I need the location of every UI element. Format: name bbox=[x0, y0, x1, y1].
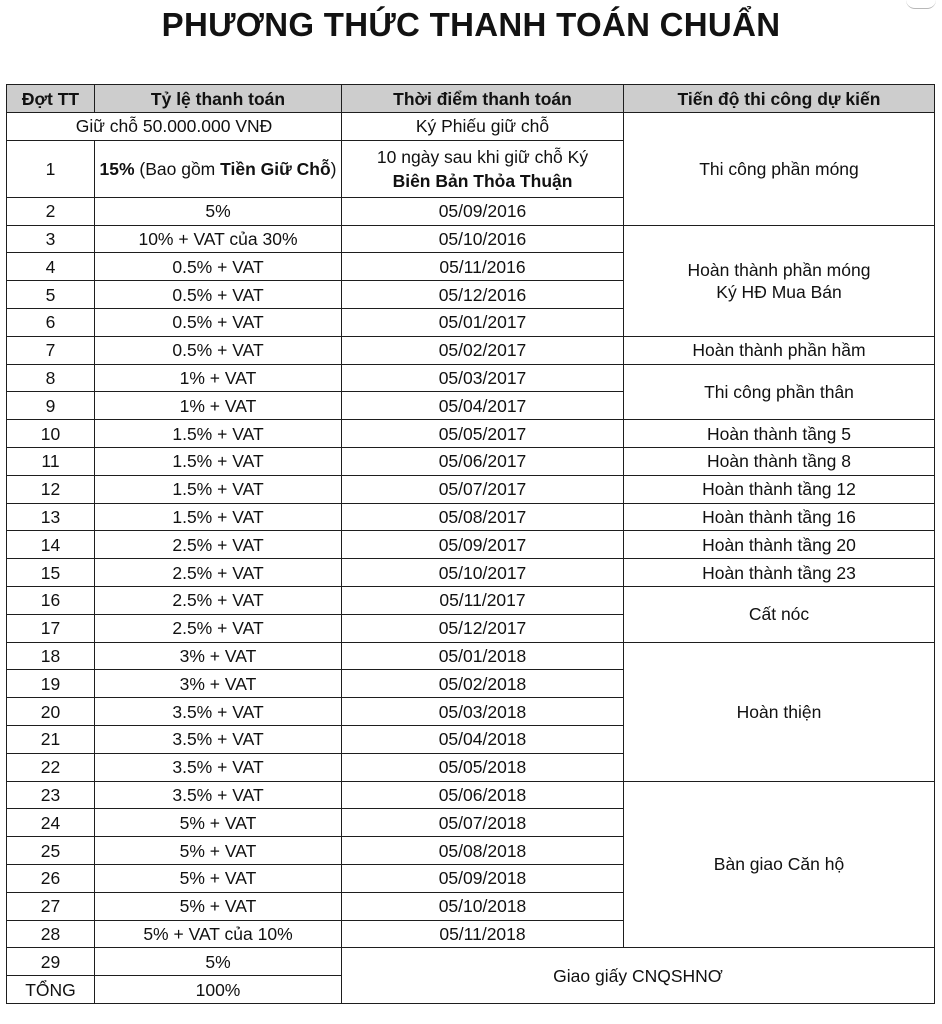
payment-rate bbox=[95, 140, 342, 197]
table-row bbox=[7, 586, 935, 614]
payment-rate: 1% + VAT bbox=[95, 364, 342, 392]
installment-number: 13 bbox=[7, 503, 95, 531]
payment-date: 05/03/2017 bbox=[342, 364, 624, 392]
installment-number: 9 bbox=[7, 392, 95, 420]
payment-date: 05/04/2018 bbox=[342, 725, 624, 753]
payment-date: 05/11/2017 bbox=[342, 586, 624, 614]
stage-floor-12: Hoàn thành tầng 12 bbox=[624, 475, 935, 503]
installment-number: 24 bbox=[7, 809, 95, 837]
table-row bbox=[7, 364, 935, 392]
payment-rate: 10% + VAT của 30% bbox=[95, 225, 342, 253]
installment-number: 16 bbox=[7, 586, 95, 614]
installment-number: 27 bbox=[7, 892, 95, 920]
installment-number: 8 bbox=[7, 364, 95, 392]
payment-date: 05/11/2016 bbox=[342, 253, 624, 281]
installment-number: 18 bbox=[7, 642, 95, 670]
installment-number: 19 bbox=[7, 670, 95, 698]
rate-note-prefix: (Bao gồm bbox=[134, 158, 221, 179]
payment-rate: 0.5% + VAT bbox=[95, 308, 342, 336]
rate-note-bold: Tiền Giữ Chỗ bbox=[220, 158, 331, 179]
payment-rate: 1% + VAT bbox=[95, 392, 342, 420]
installment-number: 6 bbox=[7, 308, 95, 336]
total-label: TỔNG bbox=[7, 976, 95, 1004]
header-progress: Tiến độ thi công dự kiến bbox=[624, 85, 935, 113]
payment-rate: 3.5% + VAT bbox=[95, 781, 342, 809]
installment-number: 20 bbox=[7, 698, 95, 726]
payment-date: 05/07/2017 bbox=[342, 475, 624, 503]
installment-number: 2 bbox=[7, 197, 95, 225]
rate-note-suffix: ) bbox=[330, 158, 337, 179]
table-row bbox=[7, 642, 935, 670]
deposit-time: Ký Phiếu giữ chỗ bbox=[342, 113, 624, 141]
payment-schedule-table bbox=[6, 84, 935, 1004]
stage-floor-23: Hoàn thành tầng 23 bbox=[624, 559, 935, 587]
stage-certificate: Giao giấy CNQSHNƠ bbox=[342, 948, 935, 1004]
table-header-row bbox=[7, 85, 935, 113]
payment-date: 05/04/2017 bbox=[342, 392, 624, 420]
payment-date: 05/09/2017 bbox=[342, 531, 624, 559]
table-row bbox=[7, 559, 935, 587]
payment-date: 05/06/2017 bbox=[342, 447, 624, 475]
installment-number: 15 bbox=[7, 559, 95, 587]
payment-date: 05/10/2018 bbox=[342, 892, 624, 920]
payment-rate: 3.5% + VAT bbox=[95, 725, 342, 753]
installment-number: 14 bbox=[7, 531, 95, 559]
deposit-label: Giữ chỗ 50.000.000 VNĐ bbox=[7, 113, 342, 141]
payment-rate: 3% + VAT bbox=[95, 670, 342, 698]
payment-rate: 3.5% + VAT bbox=[95, 698, 342, 726]
installment-number: 26 bbox=[7, 864, 95, 892]
payment-date: 05/10/2016 bbox=[342, 225, 624, 253]
payment-rate: 0.5% + VAT bbox=[95, 253, 342, 281]
header-rate: Tỷ lệ thanh toán bbox=[95, 85, 342, 113]
payment-rate: 5% + VAT bbox=[95, 864, 342, 892]
stage-handover: Bàn giao Căn hộ bbox=[624, 781, 935, 948]
installment-number: 4 bbox=[7, 253, 95, 281]
stage-topping-out: Cất nóc bbox=[624, 586, 935, 642]
table-row bbox=[7, 225, 935, 253]
payment-date: 05/12/2017 bbox=[342, 614, 624, 642]
installment-number: 22 bbox=[7, 753, 95, 781]
payment-rate: 5% + VAT bbox=[95, 837, 342, 865]
rate-percent: 15% bbox=[99, 158, 135, 179]
installment-number: 10 bbox=[7, 420, 95, 448]
payment-rate: 2.5% + VAT bbox=[95, 559, 342, 587]
installment-number: 11 bbox=[7, 447, 95, 475]
payment-date: 05/02/2017 bbox=[342, 336, 624, 364]
payment-rate: 3% + VAT bbox=[95, 642, 342, 670]
installment-number: 5 bbox=[7, 281, 95, 309]
table-row bbox=[7, 781, 935, 809]
payment-rate: 5% bbox=[95, 948, 342, 976]
payment-rate: 5% + VAT bbox=[95, 892, 342, 920]
payment-rate: 1.5% + VAT bbox=[95, 475, 342, 503]
payment-date: 05/12/2016 bbox=[342, 281, 624, 309]
total-value: 100% bbox=[95, 976, 342, 1004]
payment-date: 05/10/2017 bbox=[342, 559, 624, 587]
stage-floor-5: Hoàn thành tầng 5 bbox=[624, 420, 935, 448]
payment-date: 05/08/2018 bbox=[342, 837, 624, 865]
stage-basement-done: Hoàn thành phần hầm bbox=[624, 336, 935, 364]
payment-date: 05/05/2017 bbox=[342, 420, 624, 448]
header-installment: Đợt TT bbox=[7, 85, 95, 113]
payment-rate: 0.5% + VAT bbox=[95, 281, 342, 309]
installment-number: 23 bbox=[7, 781, 95, 809]
table-row bbox=[7, 475, 935, 503]
payment-date: 05/01/2017 bbox=[342, 308, 624, 336]
table-row bbox=[7, 503, 935, 531]
table-row bbox=[7, 948, 935, 976]
payment-time-line2: Biên Bản Thỏa Thuận bbox=[392, 170, 573, 191]
payment-rate: 1.5% + VAT bbox=[95, 420, 342, 448]
payment-rate: 1.5% + VAT bbox=[95, 503, 342, 531]
payment-time-line1: 10 ngày sau khi giữ chỗ Ký bbox=[376, 146, 589, 167]
footnote-cutoff bbox=[6, 1017, 936, 1024]
payment-date: 05/07/2018 bbox=[342, 809, 624, 837]
payment-rate: 5% + VAT bbox=[95, 809, 342, 837]
stage-foundation-done bbox=[624, 225, 935, 336]
payment-rate: 2.5% + VAT bbox=[95, 614, 342, 642]
payment-rate: 3.5% + VAT bbox=[95, 753, 342, 781]
installment-number: 17 bbox=[7, 614, 95, 642]
table-row bbox=[7, 420, 935, 448]
stage-foundation-done-line2: Ký HĐ Mua Bán bbox=[716, 281, 842, 302]
payment-rate: 5% + VAT của 10% bbox=[95, 920, 342, 948]
stage-foundation-done-line1: Hoàn thành phần móng bbox=[687, 259, 871, 280]
stage-foundation: Thi công phần móng bbox=[624, 113, 935, 226]
payment-date: 05/02/2018 bbox=[342, 670, 624, 698]
payment-date: 05/09/2016 bbox=[342, 197, 624, 225]
installment-number: 21 bbox=[7, 725, 95, 753]
payment-date: 05/08/2017 bbox=[342, 503, 624, 531]
payment-time bbox=[342, 140, 624, 197]
deposit-row bbox=[7, 113, 935, 141]
payment-rate: 2.5% + VAT bbox=[95, 586, 342, 614]
table-row bbox=[7, 531, 935, 559]
installment-number: 1 bbox=[7, 140, 95, 197]
payment-date: 05/05/2018 bbox=[342, 753, 624, 781]
stage-floor-16: Hoàn thành tầng 16 bbox=[624, 503, 935, 531]
page-title: PHƯƠNG THỨC THANH TOÁN CHUẨN bbox=[161, 6, 781, 43]
payment-date: 05/11/2018 bbox=[342, 920, 624, 948]
stage-finishing: Hoàn thiện bbox=[624, 642, 935, 781]
payment-date: 05/03/2018 bbox=[342, 698, 624, 726]
payment-rate: 0.5% + VAT bbox=[95, 336, 342, 364]
payment-rate: 2.5% + VAT bbox=[95, 531, 342, 559]
table-row bbox=[7, 447, 935, 475]
stage-floor-20: Hoàn thành tầng 20 bbox=[624, 531, 935, 559]
header-time: Thời điểm thanh toán bbox=[342, 85, 624, 113]
installment-number: 25 bbox=[7, 837, 95, 865]
installment-number: 12 bbox=[7, 475, 95, 503]
installment-number: 29 bbox=[7, 948, 95, 976]
payment-rate: 1.5% + VAT bbox=[95, 447, 342, 475]
installment-number: 7 bbox=[7, 336, 95, 364]
table-row bbox=[7, 336, 935, 364]
payment-date: 05/09/2018 bbox=[342, 864, 624, 892]
stage-body: Thi công phần thân bbox=[624, 364, 935, 420]
payment-date: 05/01/2018 bbox=[342, 642, 624, 670]
installment-number: 28 bbox=[7, 920, 95, 948]
payment-rate: 5% bbox=[95, 197, 342, 225]
payment-date: 05/06/2018 bbox=[342, 781, 624, 809]
stage-floor-8: Hoàn thành tầng 8 bbox=[624, 447, 935, 475]
installment-number: 3 bbox=[7, 225, 95, 253]
